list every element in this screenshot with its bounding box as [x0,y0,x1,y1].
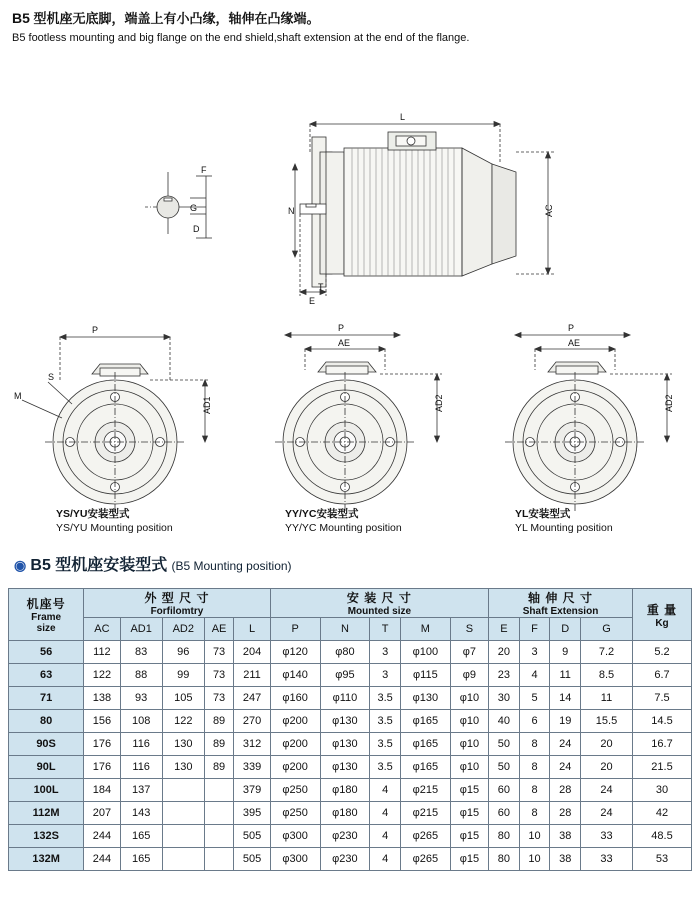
cell-l: 339 [234,756,270,779]
cell-ac: 207 [84,802,120,825]
caption-yl-en: YL Mounting position [515,522,613,535]
th-col-ad2: AD2 [162,618,204,641]
cell-s: φ9 [450,664,488,687]
cell-ae [204,779,233,802]
cell-e: 80 [489,825,520,848]
cell-p: φ200 [270,756,320,779]
title-en: B5 footless mounting and big flange on the end shield,shaft extension at the end of the flange. [12,32,470,44]
caption-ys-yu-cn: YS/YU安装型式 [56,508,130,520]
cell-ac: 156 [84,710,120,733]
cell-ad2 [162,825,204,848]
cell-p: φ300 [270,825,320,848]
th-col-f: F [519,618,550,641]
svg-text:N: N [288,206,295,216]
cell-d: 11 [550,664,581,687]
cell-ad1: 93 [120,687,162,710]
th-col-ac: AC [84,618,120,641]
cell-ae: 89 [204,756,233,779]
cell-ad1: 108 [120,710,162,733]
title-cn [12,8,688,27]
svg-text:P: P [92,325,99,335]
cell-n: φ130 [320,733,370,756]
th-col-g: G [581,618,633,641]
cell-f: 4 [519,664,550,687]
svg-text:D: D [193,224,200,234]
cell-kg: 30 [632,779,691,802]
svg-text:AC: AC [544,204,554,217]
table-group-header-row [9,589,692,618]
th-frame-cn: 机座号 [26,597,66,611]
cell-ad2: 96 [162,641,204,664]
shaft-detail-view [145,165,212,238]
cell-l: 379 [234,779,270,802]
cell-ad2 [162,779,204,802]
cell-l: 247 [234,687,270,710]
cell-frame: 90L [9,756,84,779]
caption-yy-yc-en: YY/YC Mounting position [285,522,402,535]
cell-ad1: 116 [120,733,162,756]
cell-frame: 132S [9,825,84,848]
cell-p: φ250 [270,802,320,825]
cell-ac: 138 [84,687,120,710]
cell-g: 11 [581,687,633,710]
cell-e: 30 [489,687,520,710]
cell-f: 10 [519,848,550,871]
cell-kg: 21.5 [632,756,691,779]
cell-n: φ130 [320,756,370,779]
cell-p: φ120 [270,641,320,664]
cell-g: 24 [581,779,633,802]
cell-f: 6 [519,710,550,733]
cell-g: 20 [581,756,633,779]
cell-e: 20 [489,641,520,664]
cell-ae: 73 [204,641,233,664]
svg-text:AD2: AD2 [434,394,444,412]
title-cn-text: 型机座无底脚，端盖上有小凸缘，轴伸在凸缘端。 [29,11,320,26]
cell-e: 50 [489,756,520,779]
cell-f: 8 [519,779,550,802]
cell-g: 33 [581,848,633,871]
cell-kg: 42 [632,802,691,825]
cell-g: 8.5 [581,664,633,687]
th-col-e: E [489,618,520,641]
svg-text:S: S [48,372,55,382]
cell-g: 33 [581,825,633,848]
cell-ad2 [162,848,204,871]
cell-ad2: 130 [162,756,204,779]
cell-f: 5 [519,687,550,710]
cell-ac: 112 [84,641,120,664]
cell-s: φ10 [450,710,488,733]
cell-kg: 6.7 [632,664,691,687]
cell-d: 24 [550,756,581,779]
cell-t: 3.5 [370,710,401,733]
cell-m: φ130 [400,687,450,710]
svg-text:AE: AE [568,338,581,348]
cell-frame: 112M [9,802,84,825]
cell-ad2: 130 [162,733,204,756]
cell-ac: 244 [84,848,120,871]
th-weight [632,589,691,641]
cell-d: 9 [550,641,581,664]
cell-e: 60 [489,779,520,802]
svg-text:M: M [14,391,22,401]
section-title-en: (B5 Mounting position) [171,559,292,573]
th-col-ad1: AD1 [120,618,162,641]
front-view-yy-yc [275,323,444,512]
cell-l: 505 [234,848,270,871]
th-weight-cn: 重 量 [646,602,678,617]
cell-p: φ200 [270,710,320,733]
table-row [9,664,692,687]
cell-ad1: 137 [120,779,162,802]
table-row [9,710,692,733]
table-row [9,687,692,710]
cell-t: 4 [370,779,401,802]
cell-d: 19 [550,710,581,733]
svg-text:P: P [338,323,345,333]
cell-m: φ165 [400,733,450,756]
table-row [9,641,692,664]
svg-text:AD1: AD1 [202,396,212,414]
cell-p: φ300 [270,848,320,871]
cell-ae: 89 [204,710,233,733]
cell-t: 3.5 [370,687,401,710]
cell-kg: 48.5 [632,825,691,848]
cell-g: 7.2 [581,641,633,664]
front-view-ys-yu [14,325,212,512]
cell-ac: 176 [84,733,120,756]
cell-frame: 63 [9,664,84,687]
cell-s: φ15 [450,802,488,825]
cell-f: 3 [519,641,550,664]
th-outline-en: Forfilomtry [150,606,204,617]
cell-ac: 184 [84,779,120,802]
caption-yl [515,507,695,535]
cell-e: 60 [489,802,520,825]
caption-yy-yc-cn: YY/YC安装型式 [285,508,359,520]
cell-ad1: 165 [120,825,162,848]
cell-frame: 71 [9,687,84,710]
th-col-s: S [450,618,488,641]
cell-p: φ160 [270,687,320,710]
cell-n: φ130 [320,710,370,733]
cell-d: 28 [550,802,581,825]
cell-d: 24 [550,733,581,756]
cell-t: 3.5 [370,756,401,779]
cell-m: φ265 [400,848,450,871]
cell-n: φ180 [320,779,370,802]
cell-s: φ10 [450,687,488,710]
cell-g: 15.5 [581,710,633,733]
table-column-header-row [9,618,692,641]
cell-ad1: 83 [120,641,162,664]
cell-ad1: 143 [120,802,162,825]
cell-l: 204 [234,641,270,664]
cell-n: φ110 [320,687,370,710]
caption-yl-cn: YL安装型式 [515,508,571,520]
table-row [9,825,692,848]
cell-t: 4 [370,802,401,825]
cell-m: φ115 [400,664,450,687]
th-weight-en: Kg [655,617,669,629]
svg-text:F: F [201,165,207,175]
svg-text:G: G [190,203,198,213]
th-col-d: D [550,618,581,641]
cell-s: φ10 [450,756,488,779]
cell-t: 4 [370,848,401,871]
cell-t: 3.5 [370,733,401,756]
page-header [12,8,688,44]
cell-g: 24 [581,802,633,825]
cell-n: φ80 [320,641,370,664]
table-row [9,802,692,825]
th-outline-cn: 外 型 尺 寸 [144,591,210,605]
cell-l: 395 [234,802,270,825]
th-mounted-cn: 安 装 尺 寸 [346,591,412,605]
th-col-t: T [370,618,401,641]
cell-kg: 5.2 [632,641,691,664]
cell-f: 8 [519,802,550,825]
cell-ae: 73 [204,687,233,710]
cell-frame: 80 [9,710,84,733]
cell-m: φ215 [400,779,450,802]
cell-e: 23 [489,664,520,687]
caption-yy-yc [285,507,475,535]
th-shaft-en: Shaft Extension [522,606,599,617]
cell-ad2: 122 [162,710,204,733]
th-shaft-cn: 轴 伸 尺 寸 [528,591,594,605]
cell-kg: 7.5 [632,687,691,710]
th-mounted-en: Mounted size [347,606,412,617]
table-body [9,641,692,871]
cell-m: φ100 [400,641,450,664]
cell-ad2: 105 [162,687,204,710]
cell-ae [204,802,233,825]
cell-l: 270 [234,710,270,733]
cell-s: φ15 [450,848,488,871]
cell-f: 10 [519,825,550,848]
cell-d: 28 [550,779,581,802]
cell-ad1: 88 [120,664,162,687]
th-frame-en1: Frame [31,612,62,623]
th-col-p: P [270,618,320,641]
svg-text:T: T [318,282,324,292]
spec-table [8,588,692,871]
cell-frame: 90S [9,733,84,756]
th-col-ae: AE [204,618,233,641]
cell-m: φ165 [400,756,450,779]
cell-kg: 16.7 [632,733,691,756]
cell-ac: 176 [84,756,120,779]
svg-text:AD2: AD2 [664,394,674,412]
svg-text:E: E [309,296,316,306]
th-frame-en2: size [36,623,56,634]
th-col-l: L [234,618,270,641]
cell-frame: 100L [9,779,84,802]
th-col-m: M [400,618,450,641]
cell-g: 20 [581,733,633,756]
cell-p: φ250 [270,779,320,802]
caption-ys-yu-en: YS/YU Mounting position [56,522,173,535]
cell-t: 3 [370,664,401,687]
cell-l: 211 [234,664,270,687]
cell-n: φ230 [320,848,370,871]
main-side-view [288,112,556,306]
th-outline [84,589,270,618]
cell-t: 4 [370,825,401,848]
cell-l: 312 [234,733,270,756]
cell-s: φ15 [450,825,488,848]
cell-ac: 122 [84,664,120,687]
cell-n: φ230 [320,825,370,848]
cell-ad1: 165 [120,848,162,871]
cell-m: φ165 [400,710,450,733]
cell-ad2: 99 [162,664,204,687]
title-cn-prefix: B5 [12,10,30,26]
cell-n: φ180 [320,802,370,825]
cell-ae [204,848,233,871]
cell-l: 505 [234,825,270,848]
cell-m: φ265 [400,825,450,848]
cell-ae: 73 [204,664,233,687]
table-row [9,848,692,871]
cell-n: φ95 [320,664,370,687]
cell-e: 40 [489,710,520,733]
th-col-n: N [320,618,370,641]
section-title [14,552,292,575]
th-mounted [270,589,488,618]
front-view-yl [505,323,674,512]
bullet-icon: ◉ [14,557,27,573]
th-shaft [489,589,633,618]
cell-ae [204,825,233,848]
section-title-cn: B5 型机座安装型式 [30,557,168,574]
cell-p: φ140 [270,664,320,687]
cell-d: 14 [550,687,581,710]
drawing-svg [0,52,700,542]
cell-f: 8 [519,756,550,779]
cell-s: φ15 [450,779,488,802]
cell-ae: 89 [204,733,233,756]
th-frame [9,589,84,641]
svg-text:AE: AE [338,338,351,348]
cell-s: φ10 [450,733,488,756]
cell-e: 80 [489,848,520,871]
cell-t: 3 [370,641,401,664]
cell-ad1: 116 [120,756,162,779]
cell-e: 50 [489,733,520,756]
cell-frame: 56 [9,641,84,664]
cell-frame: 132M [9,848,84,871]
cell-d: 38 [550,825,581,848]
cell-p: φ200 [270,733,320,756]
cell-m: φ215 [400,802,450,825]
svg-text:P: P [568,323,575,333]
table-row [9,779,692,802]
cell-s: φ7 [450,641,488,664]
cell-kg: 53 [632,848,691,871]
cell-d: 38 [550,848,581,871]
caption-ys-yu [56,507,236,535]
cell-f: 8 [519,733,550,756]
cell-kg: 14.5 [632,710,691,733]
cell-ac: 244 [84,825,120,848]
table-row [9,756,692,779]
technical-drawings [0,52,700,542]
table-row [9,733,692,756]
svg-text:L: L [400,112,406,122]
cell-ad2 [162,802,204,825]
